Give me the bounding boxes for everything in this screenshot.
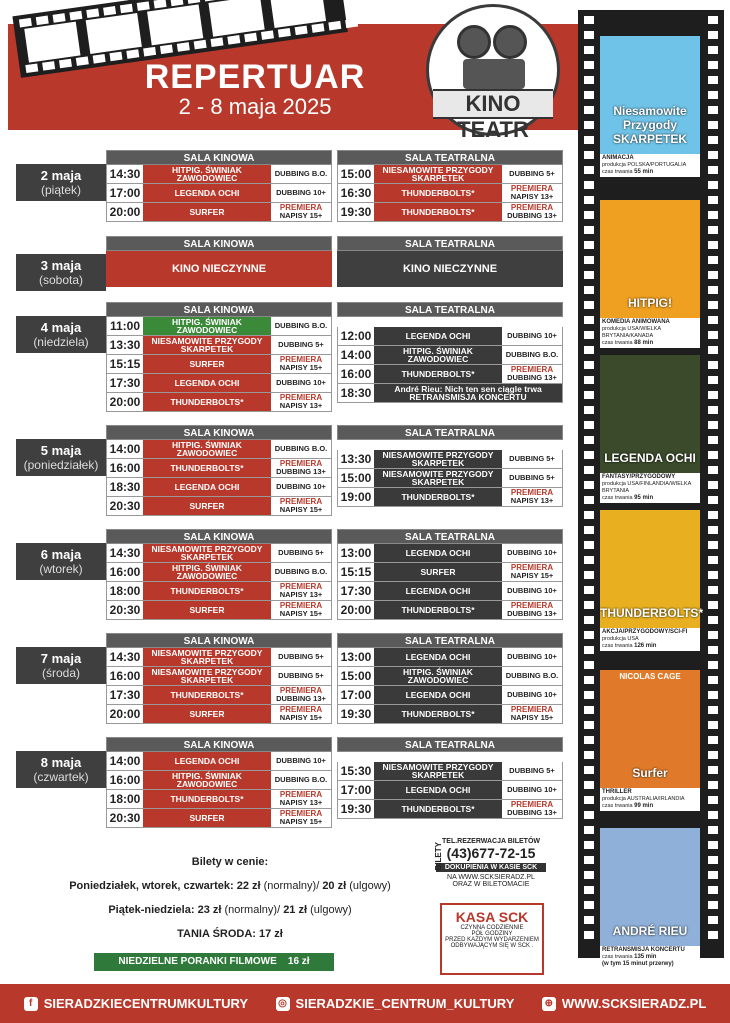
poster-image	[600, 200, 700, 318]
film-title: HITPIG. ŚWINIAK ZAWODOWIEC	[374, 346, 502, 364]
version-info: PREMIERA NAPISY 15+	[271, 601, 331, 619]
screening-row[interactable]	[337, 384, 563, 403]
box-office-info: KASA SCK CZYNNA CODZIENNIE PÓŁ GODZINY PRZED KAŻDYM WYDARZENIEM ODBYWAJĄCYM SIĘ W SCK .	[440, 903, 544, 975]
version-info: DUBBING 10+	[502, 781, 562, 799]
screening-row[interactable]	[106, 582, 332, 601]
premiere-badge: PREMIERA	[279, 582, 323, 591]
screening-row[interactable]	[106, 601, 332, 620]
film-title: LEGENDA OCHI	[143, 374, 271, 392]
facebook-link[interactable]: f SIERADZKIECENTRUMKULTURY	[24, 996, 248, 1012]
screening-time: 16:30	[338, 184, 374, 202]
screening-time: 16:00	[107, 563, 143, 581]
film-title: THUNDERBOLTS*	[374, 203, 502, 221]
screening-row[interactable]	[337, 686, 563, 705]
film-title: THUNDERBOLTS*	[374, 601, 502, 619]
hall-header: SALA TEATRALNA	[337, 633, 563, 648]
hall-header: SALA TEATRALNA	[337, 737, 563, 752]
poster-title: Surfer	[632, 766, 668, 780]
poster-title: THUNDERBOLTS*	[600, 606, 704, 620]
premiere-badge: PREMIERA	[510, 601, 554, 610]
poster-image	[600, 355, 700, 473]
version-info: DUBBING 10+	[502, 327, 562, 345]
poster-caption: KOMEDIA ANIMOWANA produkcja USA/WIELKA BRYTANIA/KANADA czas trwania 88 min	[600, 318, 700, 348]
screening-time: 15:00	[338, 469, 374, 487]
version-info: DUBBING B.O.	[271, 440, 331, 458]
screening-time: 17:00	[338, 686, 374, 704]
screening-row[interactable]	[106, 165, 332, 184]
premiere-badge: PREMIERA	[510, 364, 554, 374]
hall-header: SALA KINOWA	[106, 150, 332, 165]
screening-time: 16:00	[107, 771, 143, 789]
screening-time: 19:00	[338, 488, 374, 506]
film-title: LEGENDA OCHI	[374, 648, 502, 666]
screening-row[interactable]	[106, 705, 332, 724]
premiere-badge: PREMIERA	[279, 686, 323, 695]
instagram-link[interactable]: ◎ SIERADZKIE_CENTRUM_KULTURY	[276, 996, 515, 1012]
film-title: HITPIG. ŚWINIAK ZAWODOWIEC	[374, 667, 502, 685]
screening-row[interactable]	[106, 752, 332, 771]
screening-row[interactable]	[337, 469, 563, 488]
hall-header: SALA TEATRALNA	[337, 425, 563, 440]
screening-time: 17:30	[107, 374, 143, 392]
poster-title: HITPIG!	[628, 296, 672, 310]
hall-header: SALA TEATRALNA	[337, 529, 563, 544]
closed-notice: KINO NIECZYNNE	[106, 251, 332, 287]
screening-time: 19:30	[338, 203, 374, 221]
hall-header: SALA TEATRALNA	[337, 302, 563, 317]
screening-time: 15:00	[338, 165, 374, 183]
screening-row[interactable]	[106, 393, 332, 412]
version-info: DUBBING 10+	[271, 752, 331, 770]
screening-row[interactable]	[337, 667, 563, 686]
premiere-badge: PREMIERA	[510, 184, 554, 193]
premiere-badge: PREMIERA	[279, 393, 323, 402]
version-info: DUBBING 5+	[502, 165, 562, 183]
hall-teatralna	[337, 150, 563, 222]
poster-title: LEGENDA OCHI	[604, 451, 696, 465]
film-title: THUNDERBOLTS*	[374, 705, 502, 723]
screening-time: 15:30	[338, 762, 374, 780]
screening-row[interactable]	[337, 563, 563, 582]
screening-row[interactable]	[337, 601, 563, 620]
film-poster[interactable]	[600, 36, 700, 177]
screening-time: 18:00	[107, 582, 143, 600]
film-title: NIESAMOWITE PRZYGODY SKARPETEK	[143, 648, 271, 666]
screening-row[interactable]	[337, 365, 563, 384]
version-info: DUBBING B.O.	[502, 667, 562, 685]
film-title: THUNDERBOLTS*	[143, 459, 271, 477]
version-info: DUBBING B.O.	[271, 165, 331, 183]
film-title: LEGENDA OCHI	[374, 544, 502, 562]
prices-weekdays: Poniedziałek, wtorek, czwartek: 22 zł (normalny)/ 20 zł (ulgowy)	[69, 880, 391, 892]
version-info: DUBBING 10+	[502, 582, 562, 600]
film-title: LEGENDA OCHI	[143, 184, 271, 202]
screening-row[interactable]	[106, 809, 332, 828]
screening-time: 11:00	[107, 317, 143, 335]
screening-row[interactable]	[337, 705, 563, 724]
globe-icon: ⊕	[542, 997, 556, 1011]
screening-row[interactable]	[337, 165, 563, 184]
screening-row[interactable]	[106, 459, 332, 478]
film-title: LEGENDA OCHI	[374, 781, 502, 799]
screening-time: 16:00	[338, 365, 374, 383]
phone-number[interactable]: (43)677-72-15	[446, 845, 536, 861]
screening-time: 13:00	[338, 544, 374, 562]
hall-kinowa	[106, 529, 332, 620]
premiere-badge: PREMIERA	[279, 601, 323, 610]
hall-header: SALA KINOWA	[106, 737, 332, 752]
logo-text: KINO TEATR	[457, 91, 529, 142]
screening-row[interactable]	[106, 336, 332, 355]
version-info: PREMIERA DUBBING 13+	[502, 800, 562, 818]
premiere-badge: PREMIERA	[279, 497, 323, 506]
film-poster[interactable]	[600, 355, 700, 503]
film-title: LEGENDA OCHI	[374, 686, 502, 704]
screening-time: 17:00	[107, 184, 143, 202]
film-title: THUNDERBOLTS*	[143, 393, 271, 411]
screening-row[interactable]	[337, 184, 563, 203]
screening-time: 14:30	[107, 544, 143, 562]
film-title: THUNDERBOLTS*	[143, 790, 271, 808]
footer	[0, 984, 730, 1023]
facebook-icon: f	[24, 997, 38, 1011]
premiere-badge: PREMIERA	[510, 705, 554, 714]
version-info: DUBBING B.O.	[502, 346, 562, 364]
screening-row[interactable]	[337, 450, 563, 469]
screening-time: 13:30	[338, 450, 374, 468]
screening-time: 14:30	[107, 165, 143, 183]
version-info: PREMIERA NAPISY 13+	[271, 790, 331, 808]
version-info: DUBBING 10+	[271, 478, 331, 496]
screening-time: 20:00	[107, 393, 143, 411]
day-label: 4 maja (niedziela)	[16, 316, 106, 353]
screening-time: 14:00	[338, 346, 374, 364]
version-info: PREMIERA NAPISY 15+	[271, 203, 331, 221]
film-title: HITPIG. ŚWINIAK ZAWODOWIEC	[143, 771, 271, 789]
version-info: DUBBING 10+	[502, 686, 562, 704]
screening-time: 16:00	[107, 459, 143, 477]
sunday-mornings-badge: NIEDZIELNE PORANKI FILMOWE 16 zł	[94, 953, 334, 971]
kino-teatr-logo	[426, 4, 560, 142]
poster-image: NICOLAS CAGE Surfer	[600, 670, 700, 788]
screening-time: 20:00	[107, 203, 143, 221]
version-info: DUBBING 5+	[271, 667, 331, 685]
film-title: SURFER	[143, 705, 271, 723]
instagram-icon: ◎	[276, 997, 290, 1011]
day-label: 8 maja (czwartek)	[16, 751, 106, 788]
hall-header: SALA KINOWA	[106, 302, 332, 317]
version-info: PREMIERA DUBBING 13+	[271, 459, 331, 477]
film-title: NIESAMOWITE PRZYGODY SKARPETEK	[143, 667, 271, 685]
version-info: DUBBING 5+	[271, 648, 331, 666]
prices-wednesday: TANIA ŚRODA: 17 zł	[177, 928, 283, 940]
screening-row[interactable]	[106, 355, 332, 374]
film-title: SURFER	[143, 355, 271, 373]
page-dates: 2 - 8 maja 2025	[178, 94, 332, 119]
hall-header: SALA KINOWA	[106, 633, 332, 648]
premiere-badge: PREMIERA	[279, 355, 323, 364]
page-title: REPERTUAR	[144, 58, 366, 96]
screening-row[interactable]	[337, 800, 563, 819]
poster-caption: AKCJA/PRZYGODOWY/SCI-FI produkcja USA czas trwania 126 min	[600, 628, 700, 651]
version-info: DUBBING 5+	[271, 544, 331, 562]
version-info: PREMIERA DUBBING 13+	[502, 601, 562, 619]
screening-row[interactable]	[106, 790, 332, 809]
premiere-badge: PREMIERA	[510, 563, 554, 572]
film-title: LEGENDA OCHI	[374, 582, 502, 600]
hall-kinowa	[106, 150, 332, 222]
screening-row[interactable]	[106, 648, 332, 667]
screening-row[interactable]	[106, 686, 332, 705]
version-info: DUBBING B.O.	[271, 771, 331, 789]
prices-weekend: Piątek-niedziela: 23 zł (normalny)/ 21 zł (ulgowy)	[108, 904, 352, 916]
version-info: PREMIERA DUBBING 13+	[271, 686, 331, 704]
poster-image	[600, 510, 704, 628]
screening-time: 19:30	[338, 705, 374, 723]
screening-row[interactable]	[106, 203, 332, 222]
film-title: THUNDERBOLTS*	[374, 365, 502, 383]
screening-row[interactable]	[337, 762, 563, 781]
film-title: SURFER	[374, 563, 502, 581]
screening-row[interactable]	[337, 203, 563, 222]
closed-notice: KINO NIECZYNNE	[337, 251, 563, 287]
film-title: THUNDERBOLTS*	[374, 184, 502, 202]
screening-row[interactable]	[337, 327, 563, 346]
version-info: DUBBING 5+	[502, 469, 562, 487]
film-title: André Rieu: Nich ten sen ciągle trwa RETRANSMISJA KONCERTU	[374, 384, 562, 402]
screening-row[interactable]	[106, 478, 332, 497]
film-title: NIESAMOWITE PRZYGODY SKARPETEK	[374, 165, 502, 183]
version-info: PREMIERA NAPISY 13+	[271, 393, 331, 411]
version-info: DUBBING 10+	[502, 544, 562, 562]
screening-row[interactable]	[106, 563, 332, 582]
film-title: SURFER	[143, 809, 271, 827]
hall-teatralna	[337, 529, 563, 620]
poster-image	[600, 828, 700, 946]
version-info: PREMIERA NAPISY 15+	[271, 809, 331, 827]
day-label: 2 maja (piątek)	[16, 164, 106, 201]
screening-row[interactable]	[337, 346, 563, 365]
film-title: HITPIG. ŚWINIAK ZAWODOWIEC	[143, 563, 271, 581]
website-link[interactable]: ⊕ WWW.SCKSIERADZ.PL	[542, 996, 706, 1012]
version-info: PREMIERA NAPISY 13+	[271, 582, 331, 600]
screening-time: 18:30	[338, 384, 374, 402]
film-title: THUNDERBOLTS*	[143, 582, 271, 600]
screening-time: 14:00	[107, 752, 143, 770]
film-title: NIESAMOWITE PRZYGODY SKARPETEK	[143, 544, 271, 562]
hall-teatralna	[337, 236, 563, 287]
poster-caption: RETRANSMISJA KONCERTU czas trwania 135 min (w tym 15 minut przerwy)	[600, 946, 700, 969]
screening-time: 15:00	[338, 667, 374, 685]
poster-title: ANDRÉ RIEU	[612, 924, 688, 938]
screening-row[interactable]	[106, 771, 332, 790]
screening-time: 16:00	[107, 667, 143, 685]
film-title: SURFER	[143, 203, 271, 221]
version-info: PREMIERA NAPISY 13+	[502, 184, 562, 202]
screening-row[interactable]	[106, 544, 332, 563]
film-title: HITPIG. ŚWINIAK ZAWODOWIEC	[143, 317, 271, 335]
screening-row[interactable]	[106, 184, 332, 203]
film-title: NIESAMOWITE PRZYGODY SKARPETEK	[374, 762, 502, 780]
screening-time: 12:00	[338, 327, 374, 345]
film-title: NIESAMOWITE PRZYGODY SKARPETEK	[374, 469, 502, 487]
ticket-prices	[30, 856, 430, 952]
hall-header: SALA TEATRALNA	[337, 236, 563, 251]
film-title: NIESAMOWITE PRZYGODY SKARPETEK	[374, 450, 502, 468]
screening-row[interactable]	[106, 667, 332, 686]
poster-title: Niesamowite Przygody SKARPETEK	[612, 104, 687, 146]
screening-time: 17:30	[107, 686, 143, 704]
film-title: THUNDERBOLTS*	[374, 800, 502, 818]
screening-row[interactable]	[337, 582, 563, 601]
screening-row[interactable]	[337, 648, 563, 667]
film-title: HITPIG. ŚWINIAK ZAWODOWIEC	[143, 165, 271, 183]
screening-time: 20:30	[107, 601, 143, 619]
film-title: SURFER	[143, 601, 271, 619]
version-info: DUBBING 5+	[502, 450, 562, 468]
hall-kinowa	[106, 737, 332, 828]
film-title: HITPIG. ŚWINIAK ZAWODOWIEC	[143, 440, 271, 458]
poster-image	[600, 36, 700, 154]
film-poster[interactable]	[600, 200, 700, 348]
version-info: DUBBING 10+	[271, 374, 331, 392]
day-label: 3 maja (sobota)	[16, 254, 106, 291]
day-label: 6 maja (wtorek)	[16, 543, 106, 580]
version-info: PREMIERA NAPISY 15+	[502, 563, 562, 581]
hall-kinowa	[106, 633, 332, 724]
premiere-badge: PREMIERA	[510, 487, 554, 497]
screening-time: 14:00	[107, 440, 143, 458]
day-label: 5 maja (poniedziałek)	[16, 439, 106, 476]
screening-time: 17:00	[338, 781, 374, 799]
screening-row[interactable]	[337, 781, 563, 800]
reel-icon	[493, 25, 527, 59]
film-title: THUNDERBOLTS*	[374, 488, 502, 506]
ticket-reservation: BILETY TEL.REZERWACJA BILETÓW (43)677-72-15 DOKUPIENIA W KASIE SCK NA WWW.SCKSIERADZ.PL ORAZ W BILETOMACIE	[436, 838, 546, 888]
premiere-badge: PREMIERA	[279, 705, 323, 714]
version-info: PREMIERA NAPISY 15+	[271, 355, 331, 373]
screening-time: 15:15	[107, 355, 143, 373]
screening-time: 13:00	[338, 648, 374, 666]
hall-header: SALA KINOWA	[106, 236, 332, 251]
posters-film-strip	[578, 10, 724, 967]
screening-row[interactable]	[337, 544, 563, 563]
screening-time: 13:30	[107, 336, 143, 354]
film-title: LEGENDA OCHI	[374, 327, 502, 345]
reel-icon	[457, 25, 491, 59]
screening-time: 20:00	[107, 705, 143, 723]
hall-kinowa	[106, 236, 332, 287]
screening-row[interactable]	[337, 488, 563, 507]
hall-kinowa	[106, 302, 332, 412]
camera-icon	[463, 59, 525, 89]
version-info: PREMIERA NAPISY 15+	[502, 705, 562, 723]
screening-time: 19:30	[338, 800, 374, 818]
version-info: DUBBING B.O.	[271, 317, 331, 335]
version-info: DUBBING 10+	[271, 184, 331, 202]
film-title: SURFER	[143, 497, 271, 515]
hall-header: SALA KINOWA	[106, 425, 332, 440]
day-label: 7 maja (środa)	[16, 647, 106, 684]
hall-header: SALA KINOWA	[106, 529, 332, 544]
version-info: PREMIERA NAPISY 15+	[271, 705, 331, 723]
film-poster[interactable]	[600, 510, 704, 651]
version-info: DUBBING 5+	[271, 336, 331, 354]
hall-teatralna	[337, 302, 563, 403]
hall-teatralna	[337, 633, 563, 724]
premiere-badge: PREMIERA	[279, 809, 323, 818]
screening-time: 17:30	[338, 582, 374, 600]
screening-time: 20:30	[107, 497, 143, 515]
premiere-badge: PREMIERA	[279, 459, 323, 468]
screening-time: 18:30	[107, 478, 143, 496]
version-info: DUBBING B.O.	[271, 563, 331, 581]
screening-time: 18:00	[107, 790, 143, 808]
version-info: PREMIERA NAPISY 13+	[502, 488, 562, 506]
version-info: DUBBING 10+	[502, 648, 562, 666]
screening-time: 15:15	[338, 563, 374, 581]
premiere-badge: PREMIERA	[279, 790, 323, 799]
screening-time: 20:30	[107, 809, 143, 827]
screening-row[interactable]	[106, 497, 332, 516]
premiere-badge: PREMIERA	[510, 799, 554, 809]
hall-header: SALA TEATRALNA	[337, 150, 563, 165]
version-info: DUBBING 5+	[502, 762, 562, 780]
hall-teatralna	[337, 737, 563, 819]
film-poster[interactable]	[600, 670, 700, 811]
screening-time: 14:30	[107, 648, 143, 666]
film-title: THUNDERBOLTS*	[143, 686, 271, 704]
poster-caption: THRILLER produkcja AUSTRALIA/IRLANDIA czas trwania 99 min	[600, 788, 700, 811]
screening-row[interactable]	[106, 317, 332, 336]
screening-time: 20:00	[338, 601, 374, 619]
hall-kinowa	[106, 425, 332, 516]
screening-row[interactable]	[106, 374, 332, 393]
prices-heading: Bilety w cenie:	[191, 856, 269, 868]
premiere-badge: PREMIERA	[510, 203, 554, 212]
film-poster[interactable]	[600, 828, 700, 969]
poster-caption: ANIMACJA produkcja POLSKA/PORTUGALIA czas trwania 55 min	[600, 154, 700, 177]
film-title: LEGENDA OCHI	[143, 752, 271, 770]
version-info: PREMIERA DUBBING 13+	[502, 203, 562, 221]
hall-teatralna	[337, 425, 563, 507]
premiere-badge: PREMIERA	[279, 203, 323, 212]
version-info: PREMIERA NAPISY 15+	[271, 497, 331, 515]
poster-caption: FANTASY/PRZYGODOWY produkcja USA/FINLANDIA/WIELKA BRYTANIA czas trwania 95 min	[600, 473, 700, 503]
film-title: NIESAMOWITE PRZYGODY SKARPETEK	[143, 336, 271, 354]
screening-row[interactable]	[106, 440, 332, 459]
version-info: PREMIERA DUBBING 13+	[502, 365, 562, 383]
film-title: LEGENDA OCHI	[143, 478, 271, 496]
